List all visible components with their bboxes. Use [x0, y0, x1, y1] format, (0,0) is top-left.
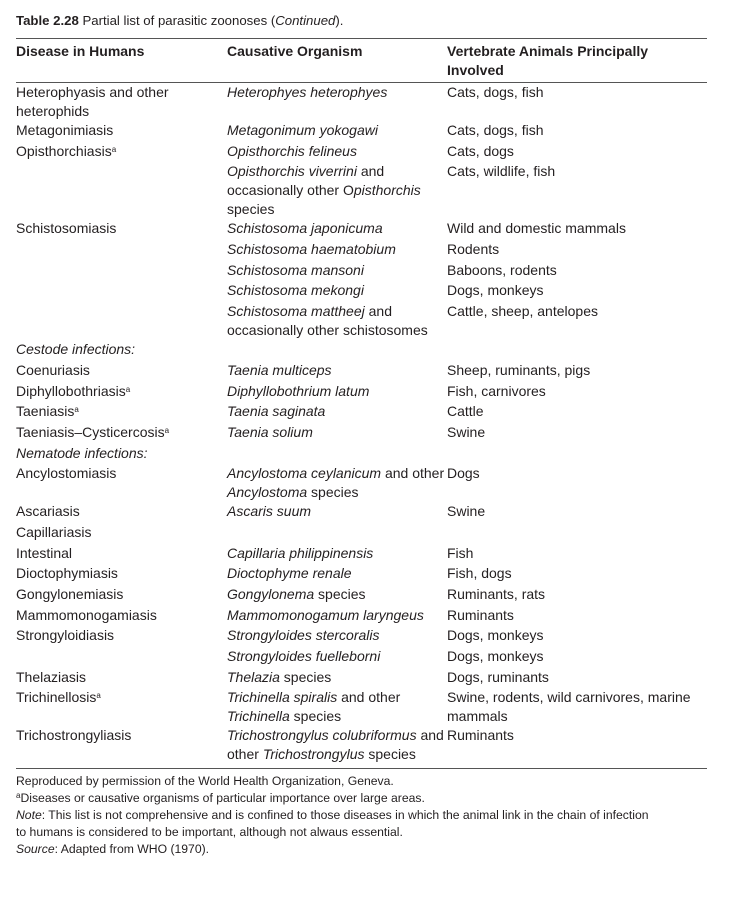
organism-cell [227, 668, 447, 689]
disease-cell [16, 142, 227, 163]
animals-cell: Cats, dogs [447, 142, 514, 159]
disease-name: Dioctophymiasis [16, 565, 118, 582]
disease-cell [16, 726, 227, 764]
disease-cell [16, 423, 227, 444]
disease-cell [16, 626, 227, 647]
table-row [16, 423, 707, 444]
footnote-ref: a [111, 144, 117, 154]
table-row [16, 162, 707, 219]
footnote-ref: a [74, 405, 79, 415]
organism-name: Thelazia [227, 668, 280, 685]
table-row [16, 142, 707, 163]
organism-text-2: species [307, 484, 359, 501]
permission-note: Reproduced by permission of the World Health Organization, Geneva. [16, 774, 394, 789]
disease-name: Strongyloidiasis [16, 627, 115, 644]
disease-name: Trichinellosis [16, 689, 97, 706]
disease-cell [16, 464, 227, 502]
disease-name: Metagonimiasis [16, 122, 114, 138]
disease-cell [16, 121, 227, 142]
disease-name: Gongylonemiasis [16, 586, 124, 602]
table-row [16, 564, 707, 585]
organism-cell [227, 361, 447, 382]
disease-cell [16, 261, 227, 282]
organism-name: Trichinella spiralis [227, 689, 338, 706]
organism-name: Diphyllobothrium latum [227, 382, 370, 399]
source-label: Source [16, 841, 55, 856]
organism-text: and occasionally other O [227, 163, 385, 199]
animals-cell: Fish, dogs [447, 565, 512, 582]
table-row [16, 261, 707, 282]
table-row [16, 626, 707, 647]
organism-name: Metagonimum yokogawi [227, 122, 378, 138]
organism-cell [227, 523, 447, 544]
note-line-2: to humans is considered to be important, although not alwaus essential. [16, 824, 403, 839]
organism-cell [227, 688, 447, 726]
organism-cell [227, 240, 447, 261]
organism-name: Ancylostoma ceylanicum [227, 465, 382, 482]
animals-cell: Ruminants, rats [447, 586, 546, 602]
organism-cell [227, 121, 447, 142]
table-row [16, 402, 707, 423]
caption-italic: Continued [275, 13, 336, 28]
organism-name: Taenia multiceps [227, 361, 332, 378]
bottom-rule [16, 768, 707, 769]
disease-name: Taeniasis [16, 403, 75, 420]
organism-name: Gongylonema [227, 586, 315, 602]
organism-name: Capillaria philippinensis [227, 544, 374, 561]
animals-cell: Dogs, ruminants [447, 668, 549, 685]
animals-cell: Swine, rodents, wild carnivores, marine mammals [447, 689, 691, 725]
footnote-a [16, 790, 707, 807]
organism-name: Schistosoma mekongi [227, 282, 364, 299]
organism-text: species [314, 586, 366, 602]
header-animals: Vertebrate Animals Principally Involved [447, 43, 649, 78]
animals-cell: Cats, dogs, fish [447, 122, 544, 138]
organism-name: Opisthorchis viverrini [227, 163, 357, 180]
organism-text-2: species [364, 746, 416, 763]
table-row [16, 240, 707, 261]
organism-name: Schistosoma mattheej [227, 303, 365, 320]
disease-cell [16, 606, 227, 627]
organism-cell [227, 626, 447, 647]
disease-cell [16, 281, 227, 302]
table-row [16, 361, 707, 382]
disease-name: Ancylostomiasis [16, 465, 117, 482]
animals-cell: Dogs, monkeys [447, 282, 544, 299]
table-row [16, 688, 707, 726]
organism-name: Heterophyes heterophyes [227, 84, 388, 100]
organism-text-2: species [289, 708, 342, 725]
group-row [16, 340, 707, 361]
organism-cell [227, 261, 447, 282]
table-row [16, 219, 707, 240]
footnote-ref: a [125, 384, 131, 394]
table-row [16, 281, 707, 302]
disease-name: Taeniasis–Cysticercosis [16, 423, 165, 440]
organism-text: and other [227, 727, 444, 763]
table-row [16, 606, 707, 627]
organism-text: and other [381, 465, 445, 482]
organism-name: Taenia solium [227, 423, 313, 440]
table-row [16, 668, 707, 689]
organism-cell [227, 726, 447, 764]
disease-cell [16, 302, 227, 340]
disease-cell [16, 688, 227, 726]
disease-cell [16, 523, 227, 544]
source-text: : Adapted from WHO (1970). [54, 841, 210, 856]
organism-cell [227, 219, 447, 240]
organism-name-2: Trichostrongylus [262, 746, 365, 763]
note-line-1 [16, 807, 707, 824]
organism-name: Strongyloides fuelleborni [227, 648, 381, 665]
organism-name-2: Ancylostoma [227, 484, 308, 501]
disease-cell [16, 502, 227, 523]
table-row [16, 83, 707, 122]
organism-text: and occasionally other schistosomes [227, 303, 428, 339]
organism-cell [227, 502, 447, 523]
organism-cell [227, 423, 447, 444]
table-row [16, 502, 707, 523]
organism-cell [227, 544, 447, 565]
source-line [16, 841, 707, 858]
footnote-text: Diseases or causative organisms of particular importance over large areas. [20, 791, 425, 806]
organism-cell [227, 564, 447, 585]
animals-cell: Fish, carnivores [447, 382, 546, 399]
organism-name: Schistosoma mansoni [227, 261, 364, 278]
disease-name: Diphyllobothriasis [16, 382, 126, 399]
animals-cell: Dogs, monkeys [447, 627, 544, 644]
organism-cell [227, 302, 447, 340]
caption-end: ). [335, 13, 344, 28]
organism-text-2: species [227, 201, 275, 218]
table-row [16, 647, 707, 668]
animals-cell: Swine [447, 423, 486, 440]
disease-cell [16, 361, 227, 382]
animals-cell: Dogs, monkeys [447, 648, 544, 665]
disease-cell [16, 668, 227, 689]
organism-cell [227, 382, 447, 403]
footnote-ref: a [164, 425, 170, 435]
organism-cell [227, 606, 447, 627]
animals-cell: Fish [447, 544, 474, 561]
table-label: Table 2.28 [16, 13, 79, 28]
disease-name: Mammomonogamiasis [16, 606, 157, 623]
animals-cell: Baboons, rodents [447, 261, 557, 278]
disease-name: Heterophyasis and other heterophids [16, 84, 169, 119]
animals-cell [447, 523, 707, 544]
caption-text: Partial list of parasitic zoonoses ( [82, 13, 276, 28]
animals-cell: Dogs [447, 465, 480, 482]
disease-cell [16, 219, 227, 240]
table-header [16, 39, 707, 83]
disease-cell [16, 240, 227, 261]
footnote-mark: a [16, 791, 21, 801]
disease-name: Ascariasis [16, 503, 80, 520]
disease-name: Capillariasis [16, 523, 92, 540]
organism-cell [227, 647, 447, 668]
animals-cell: Wild and domestic mammals [447, 220, 626, 237]
note-label: Note [16, 808, 42, 823]
animals-cell: Sheep, ruminants, pigs [447, 361, 591, 378]
table-row [16, 585, 707, 606]
disease-name: Trichostrongyliasis [16, 727, 132, 744]
organism-cell [227, 281, 447, 302]
organism-cell [227, 142, 447, 163]
disease-name: Intestinal [16, 544, 73, 561]
animals-cell: Ruminants [447, 727, 514, 744]
disease-name: Schistosomiasis [16, 220, 117, 237]
organism-name-2: Trichinella [227, 708, 290, 725]
disease-name: Coenuriasis [16, 361, 90, 378]
organism-cell [227, 464, 447, 502]
group-label: Nematode infections: [16, 444, 148, 461]
table-row [16, 302, 707, 340]
animals-cell: Cattle [447, 403, 484, 420]
table-page [16, 8, 707, 857]
table-caption [16, 12, 707, 34]
header-row [16, 39, 707, 83]
table-row [16, 726, 707, 764]
table-row [16, 523, 707, 544]
table-notes [16, 773, 707, 857]
organism-name: Dioctophyme renale [227, 565, 352, 582]
animals-cell: Cats, wildlife, fish [447, 163, 556, 180]
animals-cell: Rodents [447, 241, 500, 258]
disease-cell [16, 647, 227, 668]
organism-text: species [279, 668, 332, 685]
header-organism: Causative Organism [227, 43, 363, 59]
table-row [16, 464, 707, 502]
organism-name: Mammomonogamum laryngeus [227, 606, 424, 623]
note-text: : This list is not comprehensive and is confined to those diseases in which the animal link in the chain of infection [41, 808, 649, 823]
disease-name: Thelaziasis [16, 668, 87, 685]
organism-text: and other [337, 689, 401, 706]
disease-cell [16, 382, 227, 403]
organism-cell [227, 402, 447, 423]
organism-name: Taenia saginata [227, 403, 326, 420]
organism-cell [227, 585, 447, 606]
disease-cell [16, 402, 227, 423]
zoonoses-table [16, 39, 707, 764]
table-row [16, 544, 707, 565]
disease-cell [16, 585, 227, 606]
disease-cell [16, 162, 227, 219]
group-row [16, 444, 707, 465]
group-label: Cestode infections: [16, 341, 136, 358]
table-row [16, 382, 707, 403]
organism-name: Strongyloides stercoralis [227, 627, 380, 644]
disease-cell [16, 564, 227, 585]
organism-cell [227, 83, 447, 122]
disease-name: Opisthorchiasis [16, 142, 112, 159]
organism-name-2: pisthorchis [353, 182, 421, 199]
animals-cell: Cattle, sheep, antelopes [447, 303, 598, 320]
organism-name: Opisthorchis felineus [227, 142, 357, 159]
organism-name: Trichostrongylus colubriformus [227, 727, 417, 744]
table-row [16, 121, 707, 142]
animals-cell: Ruminants [447, 606, 514, 623]
organism-name: Schistosoma haematobium [227, 241, 396, 258]
table-body [16, 83, 707, 765]
footnote-ref: a [96, 691, 101, 701]
organism-name: Schistosoma japonicuma [227, 220, 383, 237]
disease-cell [16, 544, 227, 565]
animals-cell: Swine [447, 503, 486, 520]
disease-cell [16, 83, 227, 122]
header-disease: Disease in Humans [16, 43, 145, 59]
organism-cell [227, 162, 447, 219]
animals-cell: Cats, dogs, fish [447, 84, 544, 100]
organism-name: Ascaris suum [227, 503, 312, 520]
